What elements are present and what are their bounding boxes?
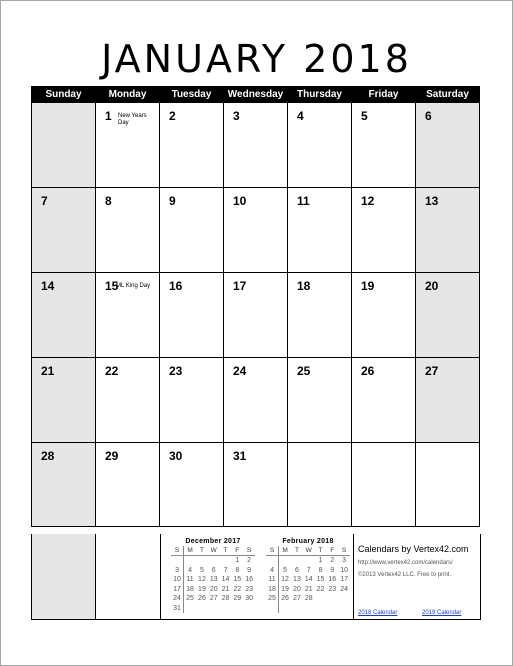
- mini-calendar-title: December 2017: [185, 538, 241, 545]
- day-number: 8: [105, 194, 112, 208]
- mini-calendar-february: [266, 538, 350, 613]
- day-number: 15: [105, 279, 119, 293]
- mini-day: 17: [340, 576, 348, 584]
- day-number: 4: [297, 109, 304, 123]
- day-cell: [352, 103, 416, 188]
- day-number: 3: [233, 109, 240, 123]
- week-row: [32, 358, 480, 443]
- week-row: [32, 103, 480, 188]
- day-number: 10: [233, 194, 247, 208]
- mini-day: 25: [186, 595, 194, 603]
- mini-day: 4: [188, 566, 192, 574]
- weekday-header: Sunday: [32, 87, 96, 103]
- mini-day: 13: [209, 576, 218, 584]
- day-number: 16: [169, 279, 183, 293]
- day-number: 26: [361, 364, 375, 378]
- day-cell: [160, 443, 224, 527]
- day-cell: [416, 103, 480, 188]
- day-number: 1: [105, 109, 112, 123]
- day-number: 27: [425, 364, 439, 378]
- day-cell: [96, 273, 160, 358]
- mini-day: [291, 556, 303, 566]
- week-row: [32, 188, 480, 273]
- day-number: 18: [297, 279, 311, 293]
- mini-day: [184, 604, 197, 614]
- weekday-header-row: [32, 87, 480, 103]
- mini-day: 19: [198, 585, 206, 593]
- day-cell: [224, 188, 288, 273]
- day-cell: [352, 188, 416, 273]
- mini-day: 26: [198, 595, 206, 603]
- mini-weekday-header: T: [220, 546, 232, 556]
- day-number: 19: [361, 279, 375, 293]
- day-cell: [96, 188, 160, 273]
- mini-day: 31: [171, 604, 184, 614]
- day-number: 25: [297, 364, 311, 378]
- mini-day: [303, 604, 315, 614]
- mini-day: 15: [316, 576, 325, 584]
- mini-day: [291, 604, 303, 614]
- day-cell: [416, 358, 480, 443]
- mini-day: 14: [221, 576, 230, 584]
- mini-day: [208, 556, 220, 566]
- mini-day: 14: [304, 576, 313, 584]
- mini-weekday-header: S: [338, 546, 350, 556]
- mini-calendar-december: [171, 538, 255, 613]
- calendar-table: [31, 86, 480, 527]
- mini-day: 5: [283, 566, 287, 574]
- mini-weekday-header: T: [315, 546, 327, 556]
- mini-day: 2: [330, 557, 335, 565]
- mini-day: 21: [221, 585, 230, 593]
- day-cell: [224, 358, 288, 443]
- day-cell: [288, 273, 352, 358]
- url-text: http://www.vertex42.com/calendars/: [358, 560, 453, 566]
- day-cell: [288, 358, 352, 443]
- weekday-header: Tuesday: [160, 87, 224, 103]
- mini-weekday-header: W: [303, 546, 315, 556]
- mini-day: [220, 604, 232, 614]
- mini-day: [231, 604, 243, 614]
- day-cell: [288, 443, 352, 527]
- mini-week-row: [171, 566, 255, 576]
- mini-day: 27: [293, 595, 301, 603]
- holiday-label: ML King Day: [116, 283, 151, 289]
- mini-day: [171, 556, 184, 566]
- mini-week-row: [266, 566, 350, 576]
- mini-day: 20: [293, 585, 301, 593]
- day-number: 13: [425, 194, 439, 208]
- mini-weekday-header: S: [266, 546, 279, 556]
- mini-calendar-table: [266, 546, 350, 613]
- mini-day: 13: [293, 576, 301, 584]
- mini-day: [184, 556, 197, 566]
- day-cell: [32, 358, 96, 443]
- mini-day: 5: [200, 566, 204, 574]
- day-cell: [288, 103, 352, 188]
- day-number: 23: [169, 364, 183, 378]
- mini-week-row: [171, 594, 255, 604]
- mini-day: [196, 556, 208, 566]
- link-2018-calendar[interactable]: 2018 Calendar: [358, 610, 398, 616]
- calendar-grid: [31, 86, 480, 527]
- mini-day: 2: [247, 557, 252, 565]
- mini-weekday-header: F: [326, 546, 338, 556]
- weekday-header: Friday: [352, 87, 416, 103]
- mini-day: 6: [295, 566, 299, 574]
- weekday-header: Thursday: [288, 87, 352, 103]
- mini-day: 29: [233, 595, 242, 603]
- mini-calendars-cell: [160, 534, 353, 620]
- mini-weekday-header: T: [196, 546, 208, 556]
- mini-day: 28: [304, 595, 313, 603]
- day-cell: [416, 273, 480, 358]
- day-cell: [32, 273, 96, 358]
- day-number: 11: [297, 194, 310, 208]
- day-cell: [416, 443, 480, 527]
- mini-day: [326, 594, 338, 604]
- weekday-header: Saturday: [416, 87, 480, 103]
- day-number: 30: [169, 449, 183, 463]
- mini-week-row: [171, 575, 255, 585]
- mini-day: 24: [340, 585, 348, 593]
- mini-day: [338, 594, 350, 604]
- day-number: 12: [361, 194, 375, 208]
- mini-day: 3: [171, 566, 184, 576]
- mini-day: 1: [235, 557, 240, 565]
- day-cell: [416, 188, 480, 273]
- mini-weekday-header: F: [231, 546, 243, 556]
- mini-day: 10: [171, 575, 184, 585]
- day-cell: [32, 443, 96, 527]
- mini-day: 1: [318, 557, 323, 565]
- mini-day: [196, 604, 208, 614]
- brand-text: Calendars by Vertex42.com: [358, 544, 469, 554]
- mini-day: 20: [209, 585, 218, 593]
- day-number: 14: [41, 279, 55, 293]
- day-number: 22: [105, 364, 119, 378]
- day-cell: [224, 273, 288, 358]
- day-number: 29: [105, 449, 119, 463]
- mini-day: 11: [186, 576, 194, 584]
- mini-day: 6: [211, 566, 216, 574]
- day-number: 17: [233, 279, 247, 293]
- mini-day: 27: [209, 595, 218, 603]
- day-cell: [352, 358, 416, 443]
- day-cell: [96, 443, 160, 527]
- mini-day: 23: [328, 585, 337, 593]
- day-cell: [160, 188, 224, 273]
- day-number: 28: [41, 449, 55, 463]
- mini-day: 12: [198, 576, 206, 584]
- day-cell: [32, 103, 96, 188]
- mini-day: 22: [316, 585, 325, 593]
- mini-week-row: [266, 556, 350, 566]
- mini-day: 15: [233, 576, 242, 584]
- mini-weekday-header: M: [279, 546, 292, 556]
- footer-sunday-cell: [31, 534, 95, 620]
- mini-day: 19: [281, 585, 289, 593]
- mini-day: [266, 604, 279, 614]
- day-number: 9: [169, 194, 176, 208]
- mini-day: 30: [245, 595, 253, 603]
- mini-day: 24: [171, 594, 184, 604]
- mini-week-row: [171, 556, 255, 566]
- mini-day: [243, 604, 255, 614]
- day-cell: [288, 188, 352, 273]
- day-cell: [160, 273, 224, 358]
- mini-day: 18: [266, 585, 279, 595]
- day-number: 7: [41, 194, 48, 208]
- mini-day: 25: [266, 594, 279, 604]
- mini-weekday-header: W: [208, 546, 220, 556]
- day-number: 5: [361, 109, 368, 123]
- mini-day: [326, 604, 338, 614]
- week-row: [32, 443, 480, 527]
- day-cell: [352, 443, 416, 527]
- day-cell: [352, 273, 416, 358]
- day-number: 20: [425, 279, 439, 293]
- mini-day: 18: [186, 585, 194, 593]
- day-cell: [160, 103, 224, 188]
- mini-day: 23: [245, 585, 253, 593]
- mini-day: 21: [304, 585, 313, 593]
- mini-week-row: [266, 604, 350, 614]
- page-title: JANUARY 2018: [101, 37, 412, 81]
- day-cell: [160, 358, 224, 443]
- mini-weekday-header: S: [171, 546, 184, 556]
- weekday-header: Wednesday: [224, 87, 288, 103]
- copyright-text: ©2013 Vertex42 LLC. Free to print.: [358, 572, 452, 578]
- mini-week-row: [266, 594, 350, 604]
- week-row: [32, 273, 480, 358]
- mini-weekday-header: T: [291, 546, 303, 556]
- mini-day: 12: [281, 576, 289, 584]
- mini-calendar-table: [171, 546, 255, 613]
- mini-week-row: [266, 575, 350, 585]
- mini-day: 16: [245, 576, 253, 584]
- mini-day: [279, 556, 292, 566]
- mini-week-row: [171, 585, 255, 595]
- mini-day: 9: [330, 566, 335, 574]
- info-cell: [353, 534, 481, 620]
- mini-day: [315, 594, 327, 604]
- mini-day: 7: [306, 566, 311, 574]
- day-number: 21: [41, 364, 55, 378]
- day-number: 31: [233, 449, 247, 463]
- mini-day: 4: [266, 566, 279, 576]
- day-cell: [96, 358, 160, 443]
- mini-day: [279, 604, 292, 614]
- day-number: 6: [425, 109, 432, 123]
- mini-day: 3: [342, 557, 347, 565]
- day-number: 24: [233, 364, 247, 378]
- mini-day: 9: [247, 566, 252, 574]
- mini-weekday-header: M: [184, 546, 197, 556]
- mini-day: 28: [221, 595, 230, 603]
- link-2019-calendar[interactable]: 2019 Calendar: [422, 610, 462, 616]
- mini-week-row: [171, 604, 255, 614]
- mini-day: 10: [340, 566, 348, 574]
- mini-day: 16: [328, 576, 337, 584]
- mini-day: [220, 556, 232, 566]
- mini-weekday-header: S: [243, 546, 255, 556]
- mini-day: [266, 556, 279, 566]
- day-number: 2: [169, 109, 176, 123]
- mini-day: 8: [235, 566, 240, 574]
- mini-day: 11: [266, 575, 279, 585]
- mini-calendar-title: February 2018: [282, 538, 334, 545]
- mini-day: [303, 556, 315, 566]
- mini-day: 22: [233, 585, 242, 593]
- calendar-footer: [31, 534, 480, 620]
- weekday-header: Monday: [96, 87, 160, 103]
- mini-day: 26: [281, 595, 289, 603]
- mini-day: 7: [223, 566, 228, 574]
- holiday-label: New Years Day: [118, 113, 147, 126]
- mini-day: [315, 604, 327, 614]
- mini-day: [208, 604, 220, 614]
- day-cell: [224, 103, 288, 188]
- mini-day: 8: [318, 566, 323, 574]
- mini-day: [338, 604, 350, 614]
- footer-monday-cell: [95, 534, 160, 620]
- day-cell: [96, 103, 160, 188]
- day-cell: [224, 443, 288, 527]
- mini-week-row: [266, 585, 350, 595]
- day-cell: [32, 188, 96, 273]
- mini-day: 17: [171, 585, 184, 595]
